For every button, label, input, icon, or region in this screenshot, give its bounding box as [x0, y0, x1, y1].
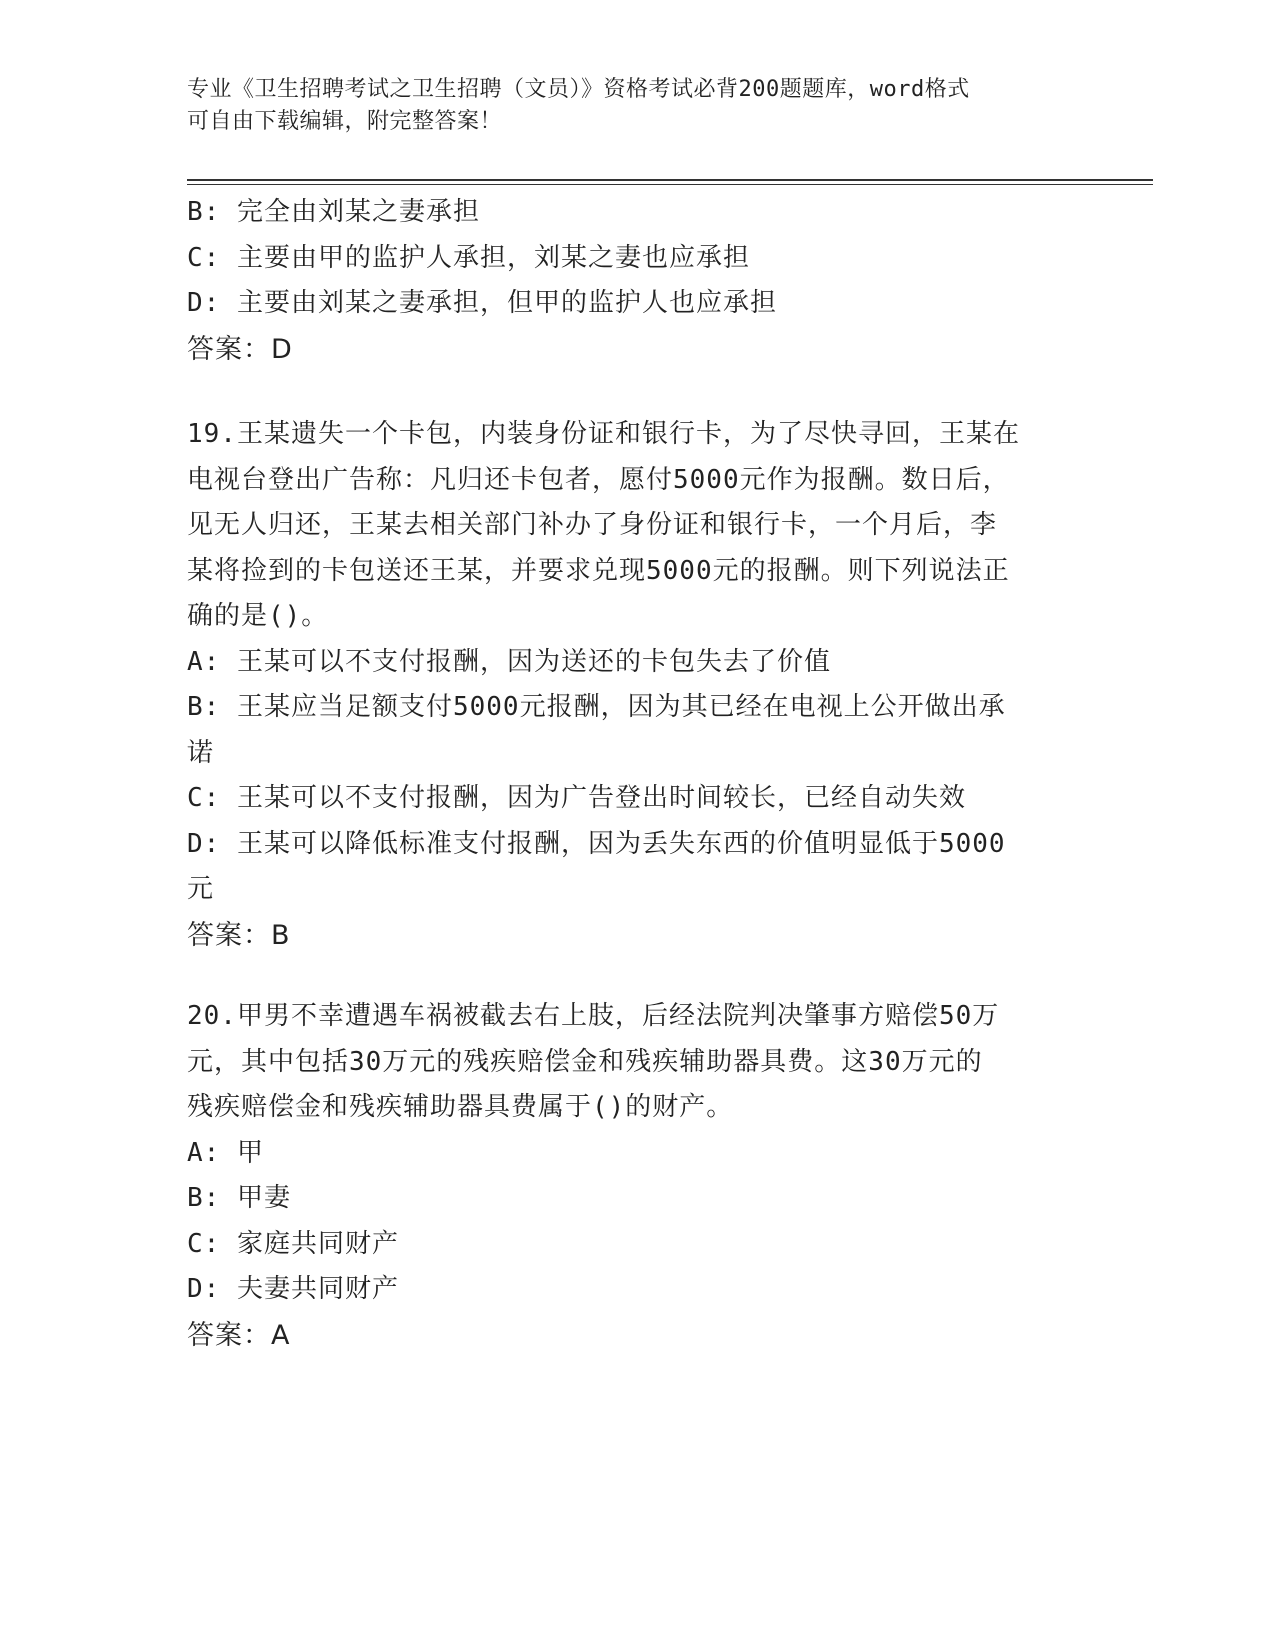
question-stem: [187, 412, 1067, 640]
stem-line: 元，其中包括30万元的残疾赔偿金和残疾辅助器具费。这30万元的: [187, 1046, 983, 1077]
option-b: B: 甲妻: [187, 1183, 291, 1213]
stem-line: 确的是()。: [187, 601, 329, 631]
answer-label: 答案：A: [187, 1319, 291, 1351]
header-title-line-1: 专业《卫生招聘考试之卫生招聘（文员）》资格考试必背200题题库，word格式: [187, 77, 970, 102]
option-a: A: 王某可以不支付报酬，因为送还的卡包失去了价值: [187, 646, 831, 677]
answer-label: 答案：D: [187, 333, 293, 365]
option-c: C: 王某可以不支付报酬，因为广告登出时间较长，已经自动失效: [187, 783, 966, 813]
stem-line: 某将捡到的卡包送还王某，并要求兑现5000元的报酬。则下列说法正: [187, 555, 1010, 586]
option-b: B: 完全由刘某之妻承担: [187, 197, 480, 227]
question-18: [187, 190, 1067, 372]
stem-line: 见无人归还，王某去相关部门补办了身份证和银行卡，一个月后，李: [187, 510, 998, 540]
header-rule-thin: [187, 184, 1153, 185]
question-stem: [187, 994, 1067, 1131]
option-d: D: 王某可以降低标准支付报酬，因为丢失东西的价值明显低于5000: [187, 828, 1006, 859]
answer-label: 答案：B: [187, 919, 291, 951]
option-b: B: 王某应当足额支付5000元报酬，因为其已经在电视上公开做出承: [187, 692, 1006, 722]
option-c: C: 主要由甲的监护人承担，刘某之妻也应承担: [187, 242, 750, 273]
spacer: [187, 958, 1067, 994]
option-a: A: 甲: [187, 1137, 264, 1168]
stem-line: 20.甲男不幸遭遇车祸被截去右上肢，后经法院判决肇事方赔偿50万: [187, 1001, 1000, 1031]
document-header: [187, 74, 1067, 138]
header-title-line-2: 可自由下载编辑，附完整答案！: [187, 109, 503, 134]
stem-line: 19.王某遗失一个卡包，内装身份证和银行卡，为了尽快寻回，王某在: [187, 419, 1020, 449]
document-body: [187, 190, 1067, 1358]
spacer: [187, 372, 1067, 412]
header-rule-thick: [187, 179, 1153, 181]
stem-line: 电视台登出广告称：凡归还卡包者，愿付5000元作为报酬。数日后，: [187, 464, 1010, 495]
question-20: [187, 994, 1067, 1358]
question-19: [187, 412, 1067, 958]
option-d: D: 夫妻共同财产: [187, 1274, 399, 1304]
option-d: D: 主要由刘某之妻承担，但甲的监护人也应承担: [187, 288, 777, 318]
option-c: C: 家庭共同财产: [187, 1228, 399, 1259]
option-d-continued: 元: [187, 874, 215, 904]
stem-line: 残疾赔偿金和残疾辅助器具费属于()的财产。: [187, 1092, 734, 1122]
option-b-continued: 诺: [187, 737, 215, 768]
